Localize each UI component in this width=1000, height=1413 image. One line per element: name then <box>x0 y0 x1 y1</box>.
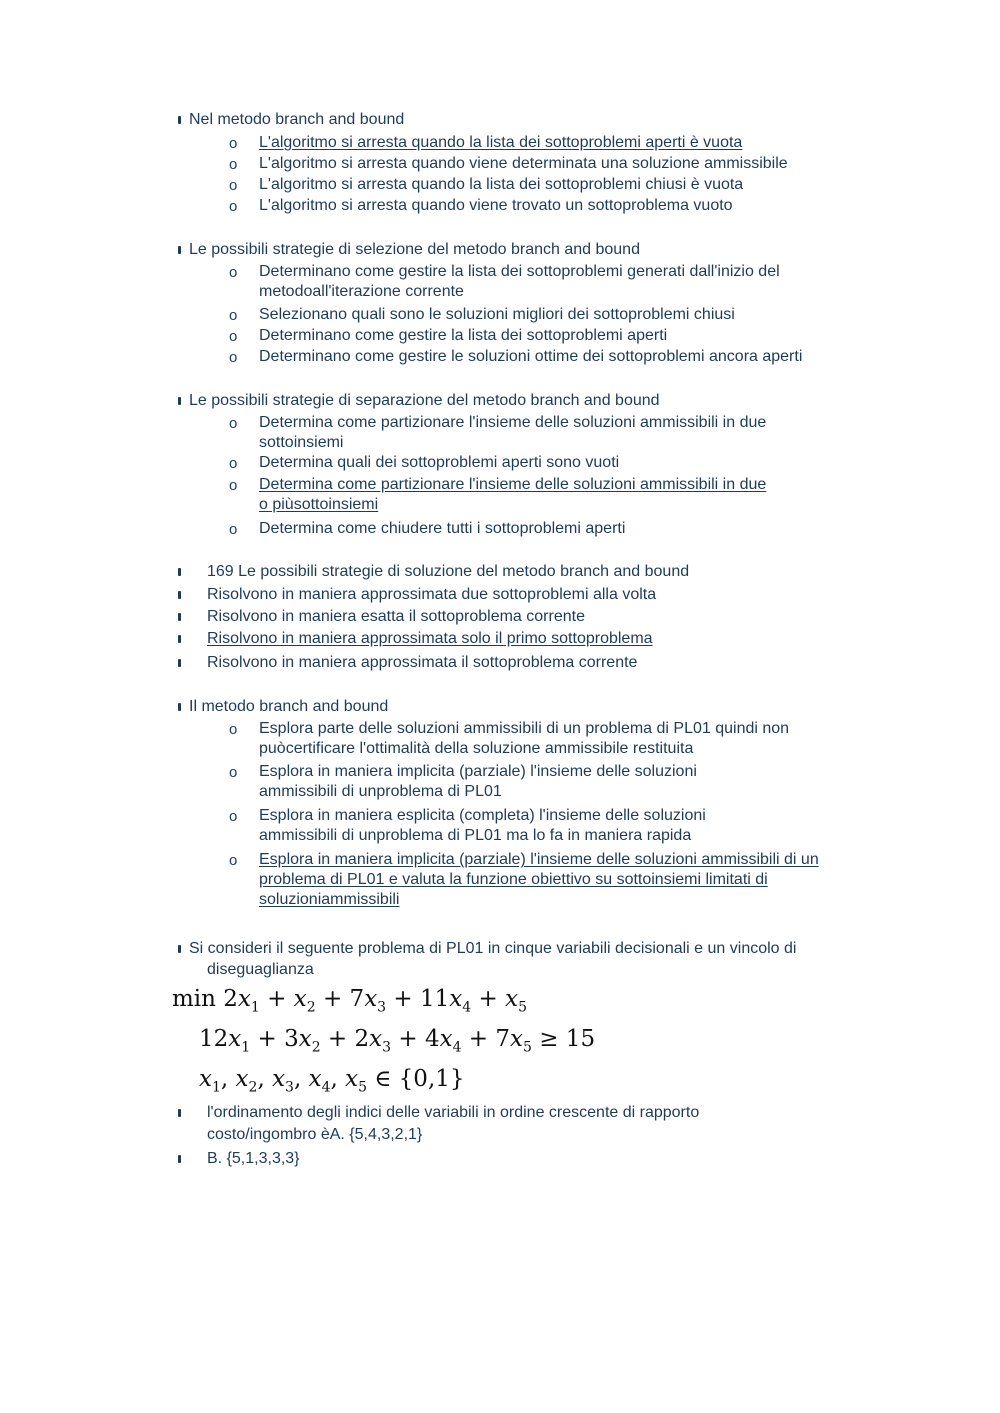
option-marker: o <box>229 764 238 781</box>
q1-option-2: L'algoritmo si arresta quando viene determinata una soluzione ammissibile <box>259 155 788 172</box>
bullet-icon <box>178 397 181 405</box>
option-marker: o <box>229 156 238 173</box>
option-marker: o <box>229 521 238 538</box>
q4-option-4: Risolvono in maniera approssimata il sottoproblema corrente <box>207 654 638 671</box>
option-marker: o <box>229 177 238 194</box>
bullet-icon <box>178 1155 181 1163</box>
q3-option-3: Determina come partizionare l'insieme delle soluzioni ammissibili in due o piùsottoinsiemi <box>259 476 767 513</box>
bullet-icon <box>178 591 181 599</box>
option-marker: o <box>229 328 238 345</box>
q3-option-2: Determina quali dei sottoproblemi aperti sono vuoti <box>259 454 620 471</box>
bullet-icon <box>178 635 181 643</box>
question-4: 169 Le possibili strategie di soluzione del metodo branch and bound <box>207 563 690 580</box>
q2-option-3: Determinano come gestire la lista dei sottoproblemi aperti <box>259 327 668 344</box>
q3-option-1: Determina come partizionare l'insieme delle soluzioni ammissibili in due sottoinsiemi <box>259 414 767 451</box>
question-1: Nel metodo branch and bound <box>189 111 405 128</box>
domain-constraint: $x_1$, $x_2$, $x_3$, $x_4$, $x_5$ ∈ {0,1} <box>199 1066 465 1096</box>
q4-option-1: Risolvono in maniera approssimata due sottoproblemi alla volta <box>207 586 657 603</box>
question-5: Il metodo branch and bound <box>189 698 389 715</box>
bullet-icon <box>178 568 181 576</box>
bullet-icon <box>178 613 181 621</box>
q2-option-2: Selezionano quali sono le soluzioni migliori dei sottoproblemi chiusi <box>259 306 735 323</box>
q5-option-4: Esplora in maniera implicita (parziale) l'insieme delle soluzioni ammissibili di un problema di PL01 e valuta la funzione obiettivo su sottoinsiemi limitati di soluzioniammissibili <box>259 851 819 908</box>
q1-option-4: L'algoritmo si arresta quando viene trovato un sottoproblema vuoto <box>259 197 733 214</box>
objective-function: $\min 2x_1 + x_2 + 7x_3 + 11x_4 + x_5$ <box>172 986 527 1016</box>
option-marker: o <box>229 135 238 152</box>
question-2: Le possibili strategie di selezione del metodo branch and bound <box>189 241 640 258</box>
bullet-icon <box>178 703 181 711</box>
q4-option-2: Risolvono in maniera esatta il sottoproblema corrente <box>207 608 585 625</box>
q5-option-3: Esplora in maniera esplicita (completa) l'insieme delle soluzioni ammissibili di unproblema di PL01 ma lo fa in maniera rapida <box>259 807 706 844</box>
q1-option-3: L'algoritmo si arresta quando la lista dei sottoproblemi chiusi è vuota <box>259 176 744 193</box>
option-marker: o <box>229 852 238 869</box>
q5-option-2: Esplora in maniera implicita (parziale) l'insieme delle soluzioni ammissibili di unproblema di PL01 <box>259 763 697 800</box>
constraint: $12x_1 + 3x_2 + 2x_3 + 4x_4 + 7x_5 \ge 15$ <box>199 1026 596 1056</box>
option-marker: o <box>229 415 238 432</box>
question-6 <box>189 938 839 980</box>
q2-option-1: Determinano come gestire la lista dei sottoproblemi generati dall'inizio del metodoall'iterazione corrente <box>259 263 780 300</box>
q2-option-4: Determinano come gestire le soluzioni ottime dei sottoproblemi ancora aperti <box>259 348 803 365</box>
question-3: Le possibili strategie di separazione del metodo branch and bound <box>189 392 660 409</box>
option-marker: o <box>229 264 238 281</box>
question-6-text: Si consideri il seguente problema di PL01 in cinque variabili decisionali e un vincolo di diseguaglianza <box>189 940 797 978</box>
q6-option-b: B. {5,1,3,3,3} <box>207 1150 300 1167</box>
bullet-icon <box>178 1109 181 1117</box>
option-marker: o <box>229 808 238 825</box>
q4-option-3: Risolvono in maniera approssimata solo il primo sottoproblema <box>207 630 653 647</box>
option-marker: o <box>229 349 238 366</box>
bullet-icon <box>178 659 181 667</box>
bullet-icon <box>178 246 181 254</box>
q1-option-1: L'algoritmo si arresta quando la lista dei sottoproblemi aperti è vuota <box>259 134 743 151</box>
q6-ordering-text: l'ordinamento degli indici delle variabili in ordine crescente di rapporto costo/ingombro èA. {5,4,3,2,1} <box>207 1104 700 1143</box>
option-marker: o <box>229 198 238 215</box>
bullet-icon <box>178 945 181 953</box>
option-marker: o <box>229 455 238 472</box>
page-header-mark: ···· <box>498 0 502 4</box>
bullet-icon <box>178 116 181 124</box>
option-marker: o <box>229 721 238 738</box>
option-marker: o <box>229 477 238 494</box>
q3-option-4: Determina come chiudere tutti i sottoproblemi aperti <box>259 520 626 537</box>
q5-option-1: Esplora parte delle soluzioni ammissibili di un problema di PL01 quindi non puòcertificare l'ottimalità della soluzione ammissibile restituita <box>259 720 790 757</box>
option-marker: o <box>229 307 238 324</box>
